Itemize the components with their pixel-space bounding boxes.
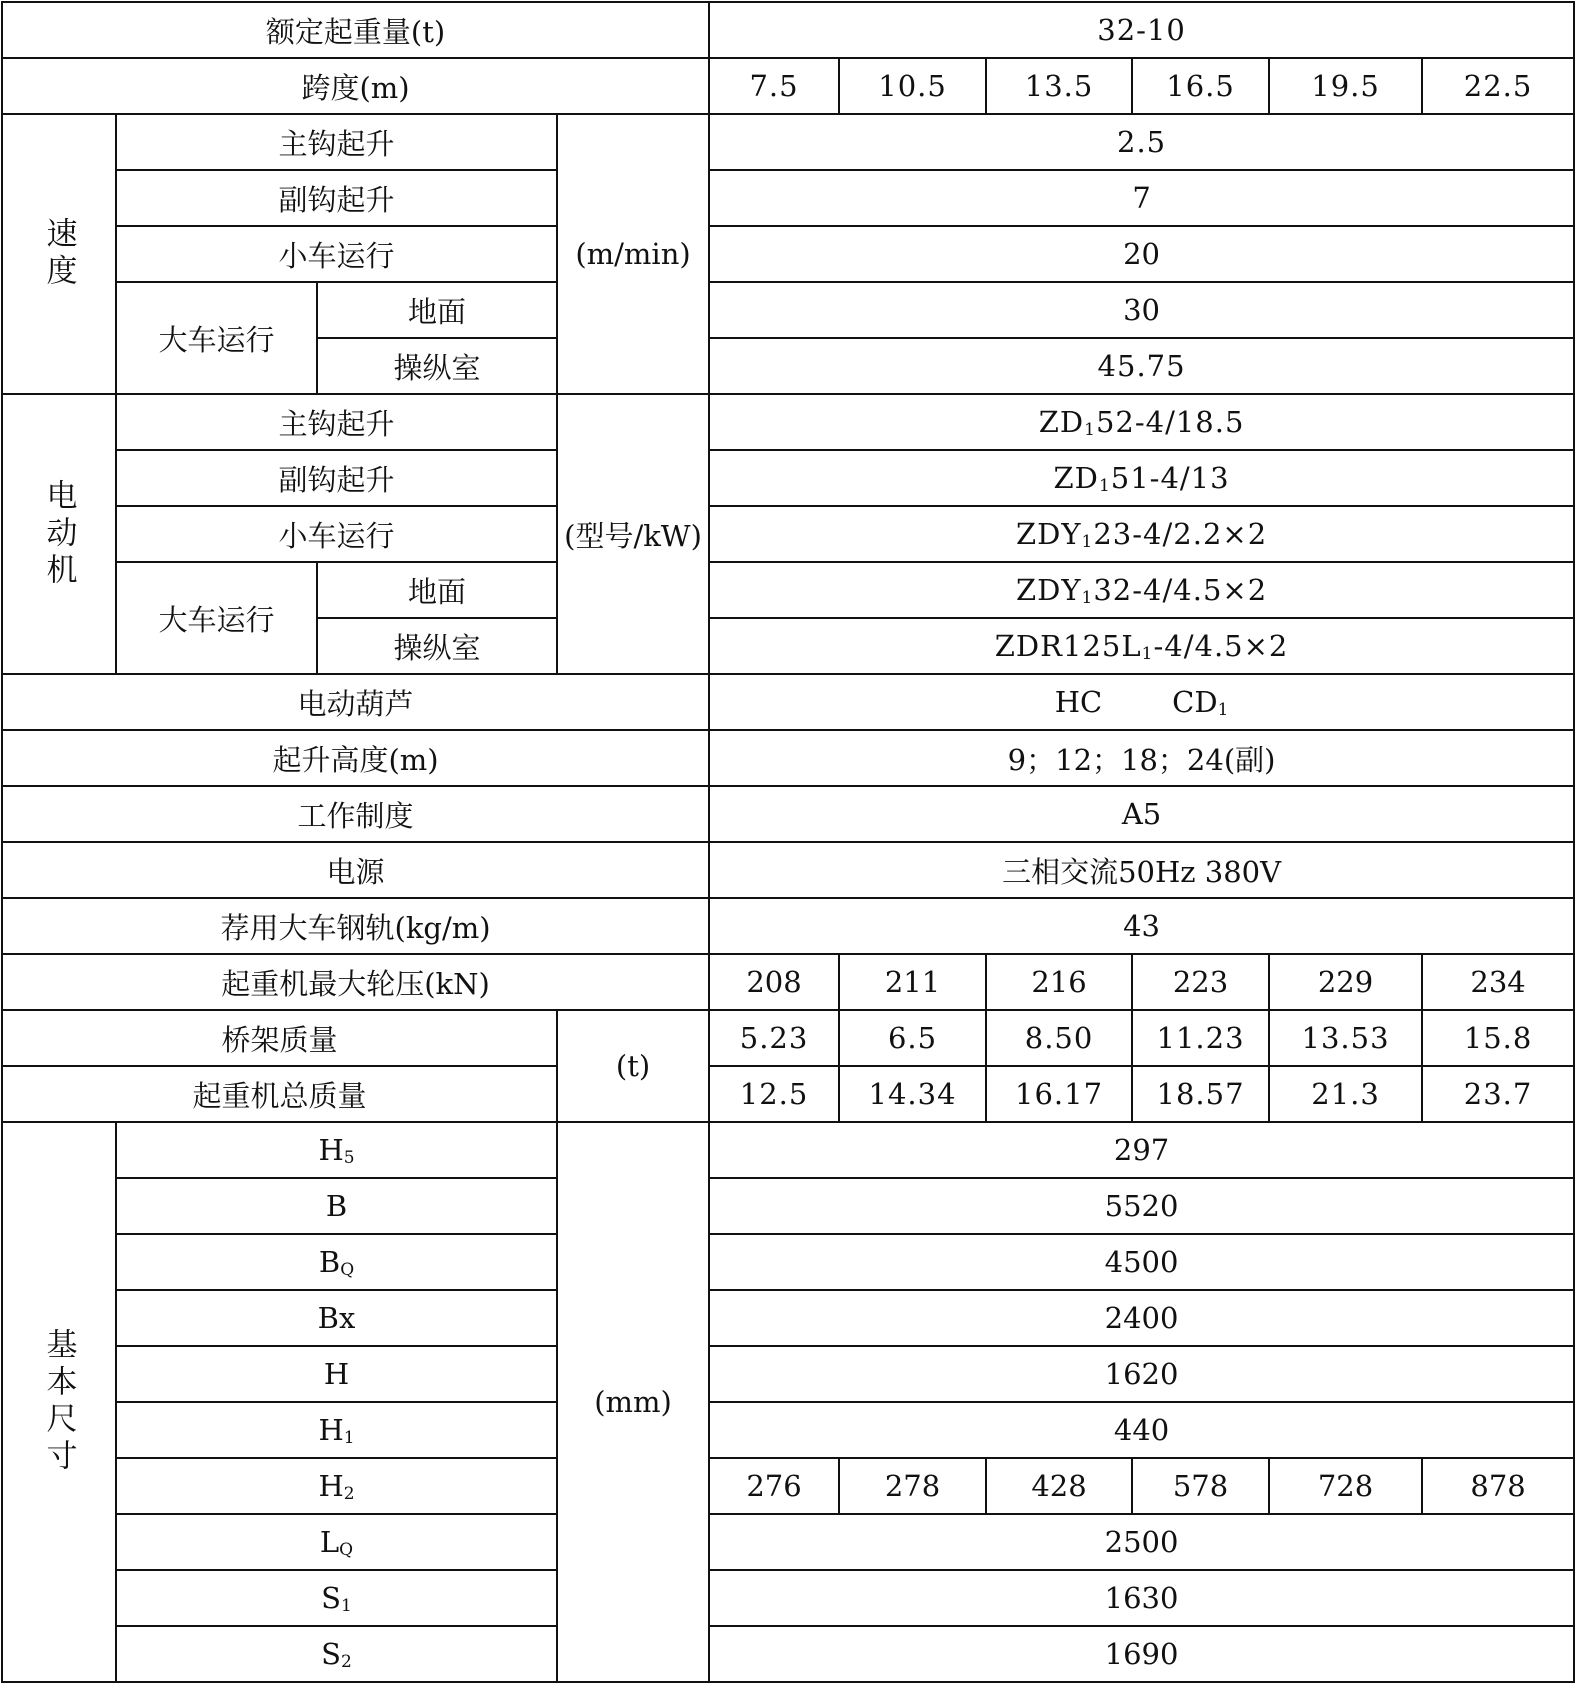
duty-value: A5 bbox=[709, 786, 1574, 842]
row-dim-lq bbox=[2, 1514, 1574, 1570]
dim-h2-value: 578 bbox=[1132, 1458, 1269, 1514]
total-mass-value: 23.7 bbox=[1422, 1066, 1574, 1122]
wheel-load-value: 229 bbox=[1269, 954, 1422, 1010]
dim-bq-label: $B_Q$ bbox=[116, 1234, 557, 1290]
dim-h1-value: 440 bbox=[709, 1402, 1574, 1458]
motor-main-hoist-value: $ZD_152-4/18.5$ bbox=[709, 394, 1574, 450]
dim-h-value: 1620 bbox=[709, 1346, 1574, 1402]
hoist-label: 电动葫芦 bbox=[2, 674, 709, 730]
dim-bq-value: 4500 bbox=[709, 1234, 1574, 1290]
row-rated-load bbox=[2, 2, 1574, 58]
dim-b-value: 5520 bbox=[709, 1178, 1574, 1234]
bridge-mass-value: 15.8 bbox=[1422, 1010, 1574, 1066]
span-value: 10.5 bbox=[839, 58, 986, 114]
row-speed-aux-hoist bbox=[2, 170, 1574, 226]
row-total-mass bbox=[2, 1066, 1574, 1122]
wheel-load-value: 216 bbox=[986, 954, 1132, 1010]
row-dim-h2 bbox=[2, 1458, 1574, 1514]
total-mass-value: 16.17 bbox=[986, 1066, 1132, 1122]
speed-main-hoist-value: 2.5 bbox=[709, 114, 1574, 170]
dim-s2-label: $S_2$ bbox=[116, 1626, 557, 1682]
rated-load-label: 额定起重量(t) bbox=[2, 2, 709, 58]
lift-height-value: 9；12；18；24(副) bbox=[709, 730, 1574, 786]
row-hoist bbox=[2, 674, 1574, 730]
power-value: 三相交流50Hz 380V bbox=[709, 842, 1574, 898]
motor-crane-travel-label: 大车运行 bbox=[116, 562, 317, 674]
span-value: 7.5 bbox=[709, 58, 839, 114]
motor-trolley-value: $ZDY_123-4/2.2\times 2$ bbox=[709, 506, 1574, 562]
speed-aux-hoist-value: 7 bbox=[709, 170, 1574, 226]
span-value: 19.5 bbox=[1269, 58, 1422, 114]
motor-aux-hoist-value: $ZD_151-4/13$ bbox=[709, 450, 1574, 506]
total-mass-value: 18.57 bbox=[1132, 1066, 1269, 1122]
row-motor-trolley bbox=[2, 506, 1574, 562]
dim-bx-label: Bx bbox=[116, 1290, 557, 1346]
row-wheel-load bbox=[2, 954, 1574, 1010]
row-dim-h1 bbox=[2, 1402, 1574, 1458]
dim-lq-value: 2500 bbox=[709, 1514, 1574, 1570]
dim-h2-value: 428 bbox=[986, 1458, 1132, 1514]
wheel-load-value: 211 bbox=[839, 954, 986, 1010]
row-dim-b bbox=[2, 1178, 1574, 1234]
bridge-mass-value: 13.53 bbox=[1269, 1010, 1422, 1066]
row-dim-s1 bbox=[2, 1570, 1574, 1626]
row-motor-aux-hoist bbox=[2, 450, 1574, 506]
row-power bbox=[2, 842, 1574, 898]
dim-h5-label: $H_5$ bbox=[116, 1122, 557, 1178]
row-span bbox=[2, 58, 1574, 114]
dim-h2-value: 728 bbox=[1269, 1458, 1422, 1514]
bridge-mass-value: 8.50 bbox=[986, 1010, 1132, 1066]
dim-bx-value: 2400 bbox=[709, 1290, 1574, 1346]
bridge-mass-value: 6.5 bbox=[839, 1010, 986, 1066]
speed-cab-value: 45.75 bbox=[709, 338, 1574, 394]
spec-table-container bbox=[1, 1, 1575, 1683]
row-motor-crane-ground bbox=[2, 562, 1574, 618]
wheel-load-value: 223 bbox=[1132, 954, 1269, 1010]
dimensions-unit: (mm) bbox=[557, 1122, 709, 1682]
speed-main-hoist-label: 主钩起升 bbox=[116, 114, 557, 170]
motor-trolley-label: 小车运行 bbox=[116, 506, 557, 562]
wheel-load-label: 起重机最大轮压(kN) bbox=[2, 954, 709, 1010]
wheel-load-value: 208 bbox=[709, 954, 839, 1010]
span-value: 22.5 bbox=[1422, 58, 1574, 114]
rail-label: 荐用大车钢轨(kg/m) bbox=[2, 898, 709, 954]
row-bridge-mass bbox=[2, 1010, 1574, 1066]
dim-h-label: H bbox=[116, 1346, 557, 1402]
motor-main-hoist-label: 主钩起升 bbox=[116, 394, 557, 450]
bridge-mass-value: 5.23 bbox=[709, 1010, 839, 1066]
total-mass-value: 21.3 bbox=[1269, 1066, 1422, 1122]
dim-h2-label: $H_2$ bbox=[116, 1458, 557, 1514]
hoist-value: HC $CD_1$ bbox=[709, 674, 1574, 730]
dim-s2-value: 1690 bbox=[709, 1626, 1574, 1682]
row-dim-bq bbox=[2, 1234, 1574, 1290]
dimensions-group-label: 基本尺寸 bbox=[2, 1122, 116, 1682]
motor-ground-label: 地面 bbox=[317, 562, 557, 618]
speed-group-label: 速度 bbox=[2, 114, 116, 394]
speed-aux-hoist-label: 副钩起升 bbox=[116, 170, 557, 226]
motor-cab-value: $ZDR125L_1-4/4.5\times 2$ bbox=[709, 618, 1574, 674]
speed-crane-travel-label: 大车运行 bbox=[116, 282, 317, 394]
row-speed-crane-ground bbox=[2, 282, 1574, 338]
dim-h2-value: 878 bbox=[1422, 1458, 1574, 1514]
mass-unit: (t) bbox=[557, 1010, 709, 1122]
row-dim-h5 bbox=[2, 1122, 1574, 1178]
rail-value: 43 bbox=[709, 898, 1574, 954]
row-speed-main-hoist bbox=[2, 114, 1574, 170]
speed-trolley-label: 小车运行 bbox=[116, 226, 557, 282]
dim-lq-label: $L_Q$ bbox=[116, 1514, 557, 1570]
wheel-load-value: 234 bbox=[1422, 954, 1574, 1010]
speed-trolley-value: 20 bbox=[709, 226, 1574, 282]
row-speed-trolley bbox=[2, 226, 1574, 282]
row-dim-s2 bbox=[2, 1626, 1574, 1682]
speed-cab-label: 操纵室 bbox=[317, 338, 557, 394]
bridge-mass-value: 11.23 bbox=[1132, 1010, 1269, 1066]
row-dim-h bbox=[2, 1346, 1574, 1402]
duty-label: 工作制度 bbox=[2, 786, 709, 842]
dim-h2-value: 278 bbox=[839, 1458, 986, 1514]
motor-group-label: 电动机 bbox=[2, 394, 116, 674]
power-label: 电源 bbox=[2, 842, 709, 898]
lift-height-label: 起升高度(m) bbox=[2, 730, 709, 786]
row-rail bbox=[2, 898, 1574, 954]
dim-s1-value: 1630 bbox=[709, 1570, 1574, 1626]
total-mass-value: 14.34 bbox=[839, 1066, 986, 1122]
row-lift-height bbox=[2, 730, 1574, 786]
speed-ground-label: 地面 bbox=[317, 282, 557, 338]
dim-h2-value: 276 bbox=[709, 1458, 839, 1514]
dim-s1-label: $S_1$ bbox=[116, 1570, 557, 1626]
row-motor-main-hoist bbox=[2, 394, 1574, 450]
rated-load-value: 32-10 bbox=[709, 2, 1574, 58]
bridge-mass-label: 桥架质量 bbox=[2, 1010, 557, 1066]
crane-spec-table bbox=[1, 1, 1575, 1683]
motor-unit: (型号/kW) bbox=[557, 394, 709, 674]
row-dim-bx bbox=[2, 1290, 1574, 1346]
motor-ground-value: $ZDY_132-4/4.5\times 2$ bbox=[709, 562, 1574, 618]
total-mass-label: 起重机总质量 bbox=[2, 1066, 557, 1122]
motor-cab-label: 操纵室 bbox=[317, 618, 557, 674]
dim-h1-label: $H_1$ bbox=[116, 1402, 557, 1458]
total-mass-value: 12.5 bbox=[709, 1066, 839, 1122]
dim-h5-value: 297 bbox=[709, 1122, 1574, 1178]
speed-unit: (m/min) bbox=[557, 114, 709, 394]
motor-aux-hoist-label: 副钩起升 bbox=[116, 450, 557, 506]
span-value: 16.5 bbox=[1132, 58, 1269, 114]
dim-b-label: B bbox=[116, 1178, 557, 1234]
row-duty bbox=[2, 786, 1574, 842]
speed-ground-value: 30 bbox=[709, 282, 1574, 338]
span-value: 13.5 bbox=[986, 58, 1132, 114]
span-label: 跨度(m) bbox=[2, 58, 709, 114]
